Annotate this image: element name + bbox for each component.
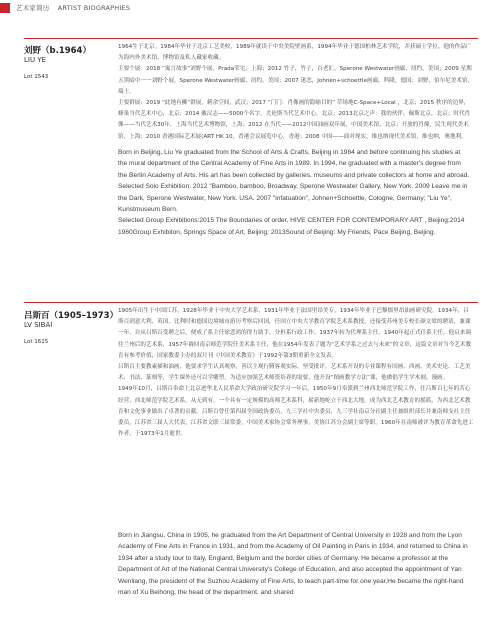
divider-rule (24, 302, 478, 303)
bio-paragraph: 1964生于北京。1984年毕业于北京工艺美校，1989年就读于中央美院壁画系，1994年毕业于德国柏林艺术学院，并获硕士学位。他的作品广为海内外美术馆、博物馆及私人藏家收藏。 (118, 44, 472, 62)
lot-number: Lot 1615 (24, 339, 49, 345)
biography-cn (118, 42, 474, 143)
artist-name-cn: 刘野（b.1964） (24, 46, 91, 56)
biography-en (118, 530, 470, 598)
divider-rule (24, 38, 478, 39)
bio-paragraph: Born in Jiangsu, China in 1905, he graduated from the Art Department of Central University in 1928 and from the Lyon Academy of Fine Arts in France in 1931, and from the Academy of Oil Painting in Paris in 1934, and returned to China in 1934 after a study tour to Italy, England, Belgium and the border cities of Germany. He became a professor at the Department of Art of the National Central University's College of Education, and also accepted the appointment of Yan Wenliang, the president of the Suzhou Academy of Fine Arts, to teach part-time for one year.He became the right-hand man of Xu Beihong, the head of the department, and shared (118, 532, 468, 597)
running-head (16, 3, 130, 12)
artist-name-en: LV SIBAI (24, 321, 53, 329)
bio-paragraph: 主要群展：2019 “此地有狮”群展，刺余空间，武汉；2017 “门门：肖像画的隐喻目的” 草场地C-Space+Local ，北京；2015 秩序的边界，蜂巢当代艺术中心，北京；2014 戴汉志——5000个名字，尤伦斯当代艺术中心，北京；2013北京之声：我的伙伴，佩斯北京，北京；时代肖像——当代艺术30年，上海当代艺术博物馆，上海；2012 在当代——2012中国油画双年展，中国美术馆，北京；开放的肖像，民生现代美术馆，上海；2010 香港国际艺术展(ART HK 10，香港会议展览中心，香港；2008 中国——面对现实，维也纳现代美术馆，维也纳，奥地利。 (118, 100, 471, 140)
bio-paragraph: 1949年10月，吕斯百奉命上北京进华北人民革命大学政治研究院学习一年后，1950年9月奉派到兰州西北师范学院工作，任吕斯百七年的苦心经营，西北师范学院艺术系，从无到有，一个具有一定规模的高师艺术系科，崭新地屹立于西北大地，成为西北艺术教育的摇篮，为西北艺术教育和文化事业做出了卓著的贡献。吕斯百曾任第四届全国政协委员，九三学社中央委员，九三学社南京分社副主任兼组织部长并兼南师支社主任委员，江苏省三届人大代表，江苏省文联三届常委，中国美术家协会常务理事，美协江苏分会副主席等职。1960年在南师被评为教育革命先进工作者。于1973年1月逝世。 (118, 386, 474, 438)
bio-paragraph: Born in Beijing, Liu Ye graduated from the School of Arts & Crafts, Beijing in 1984 and before continuing his studies at the mural department of the Central Academy of Fine Arts in 1989. In 1994, he graduated with a master's degree from the Berlin Academy of Arts. His art has been collected by galleries, museums and private collectors at home and abroad. (118, 149, 470, 179)
biography-cn (118, 306, 474, 440)
lot-number: Lot 1543 (24, 74, 49, 80)
artist-name-cn: 吕斯百（1905–1973） (24, 311, 119, 321)
section-color-tab (0, 3, 10, 13)
page-header (0, 0, 480, 20)
bio-paragraph: 1905年出生于中国江苏。1928年毕业于中央大学艺术系，1931年毕业于法国里昂美专，1934年毕业于巴黎儒里昂油画研究院。1934年，吕斯百到意大利、英国、比利时和德国边境城市游历考察后回国，任国立中央大学教育学院艺术系教授，还接受苏州美专校长颜文梁的聘请，兼课一年。自从吕斯百受聘之后，便成了系主任徐悲鸿的得力助手，分担系行政工作。1937年转为代理系主任，1940年起正式任系主任。他启来调往兰州后的艺术系，1957年调回南京师范学院任美术系主任，他在1954年发表了题为“艺术学系之过去与未来”的文章，这篇文章对当今艺术教育有参考价值，国家教委主办的双月刊《中国美术教育》于1992年第3期重新全文发表。 (118, 308, 472, 359)
section-title-en: ARTIST BIOGRAPHIES (57, 4, 131, 12)
bio-paragraph: 吕斯百主要教素描和油画，他要求学生认真观察，善以主观行腾客观实际，坚受批评。艺术系开设的专业课程有国画、西画、美术史论、工艺美术、书法、篆刻等，学生课外还可以学雕塑，为适应加强艺术师资培养的需要，他开设“图画教学方法”课，他做倡学生学木刻、漫画。 (118, 364, 471, 382)
bio-paragraph: 主要个展：2018 “寓言故事”刘野个展，Prada荣宅，上海；2012 竹子，竹子，百老汇，Sperone Westwater画廊，纽约，美国；2009 星期五黑暗中一一刘野个展，Sperone Westwater画廊，纽约，美国；2007 迷恋，Johnen+schoettle画廊，科隆，德国；刘野，伯尔尼美术馆，瑞士。 (118, 66, 474, 95)
biography-en (118, 147, 470, 238)
artist-name-en: LIU YE (24, 56, 47, 64)
section-title-cn: 艺术家简历 (16, 4, 50, 12)
bio-paragraph: Selected Group Exhibitions:2015 The Boundaries of order, HIVE CENTER FOR CONTEMPORARY ART , Beijing;2014 1960Group Exhibiton, Springs Space of Art, Beijing; 2013Sound of Beijing: My Friends, Pace Beijing, Beijing. (118, 217, 465, 236)
bio-paragraph: Selected Solo Exhibition: 2012 "Bamboo, bamboo, Broadway, Sperone Westwater Gallery, New York. 2009 Leave me in the Dark, Sperone Westwater, New York. USA. 2007 "infatuation", Johnen+Schoettle, Cologne, Germany; "Liu Ye", Kunstmuseum Bern. (118, 183, 468, 214)
